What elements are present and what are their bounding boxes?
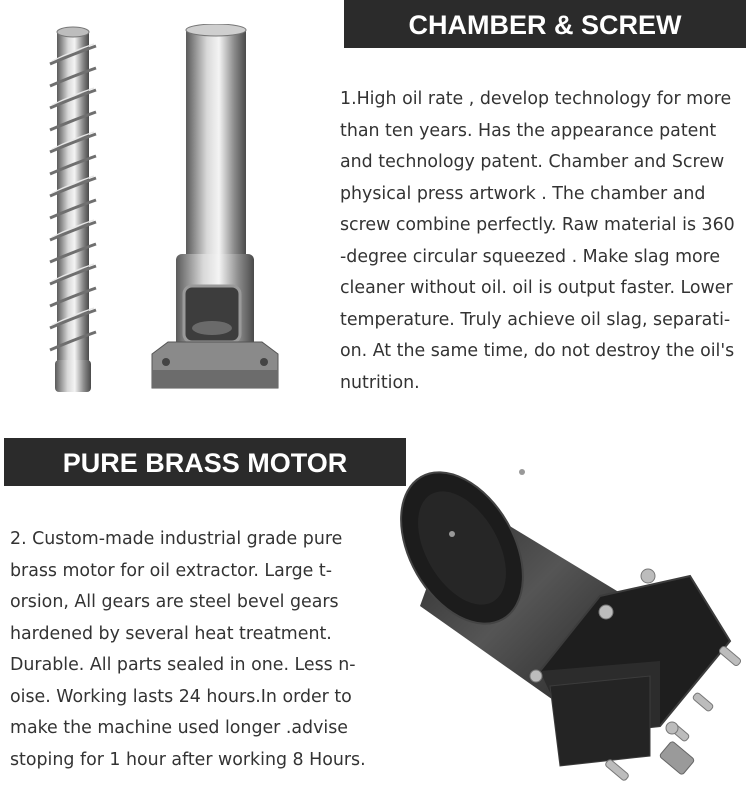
paragraph-line: stoping for 1 hour after working 8 Hours. [10,749,366,770]
paragraph-line: hardened by several heat treatment. [10,623,332,644]
paragraph-line: temperature. Truly achieve oil slag, separati- [340,309,731,330]
paragraph-line: than ten years. Has the appearance patent [340,120,717,141]
paragraph-line: on. At the same time, do not destroy the oil's [340,341,735,361]
brass-motor-description [10,524,380,776]
paragraph-line: make the machine used longer .advise [10,718,348,738]
chamber-screw-description [340,84,748,399]
paragraph-line: and technology patent. Chamber and Screw [340,152,725,172]
paragraph-line: -degree circular squeezed . Make slag more [340,246,721,267]
paragraph-line: 1.High oil rate , develop technology for more [340,89,732,109]
paragraph-line: orsion, All gears are steel bevel gears [10,592,339,612]
brass-motor-image [400,436,748,798]
paragraph-line: Durable. All parts sealed in one. Less n- [10,655,356,675]
paragraph-line: nutrition. [340,372,420,393]
press-chamber-image [150,24,280,396]
paragraph-line: screw combine perfectly. Raw material is 360 [340,215,735,235]
chamber-screw-heading: CHAMBER & SCREW [344,0,746,48]
paragraph-line: oise. Working lasts 24 hours.In order to [10,686,352,707]
paragraph-line: cleaner without oil. oil is output faster. Lower [340,278,733,298]
press-screw-image [44,24,102,396]
brass-motor-heading: PURE BRASS MOTOR [4,438,406,486]
paragraph-line: brass motor for oil extractor. Large t- [10,560,332,581]
paragraph-line: physical press artwork . The chamber and [340,183,706,204]
paragraph-line: 2. Custom-made industrial grade pure [10,529,343,549]
